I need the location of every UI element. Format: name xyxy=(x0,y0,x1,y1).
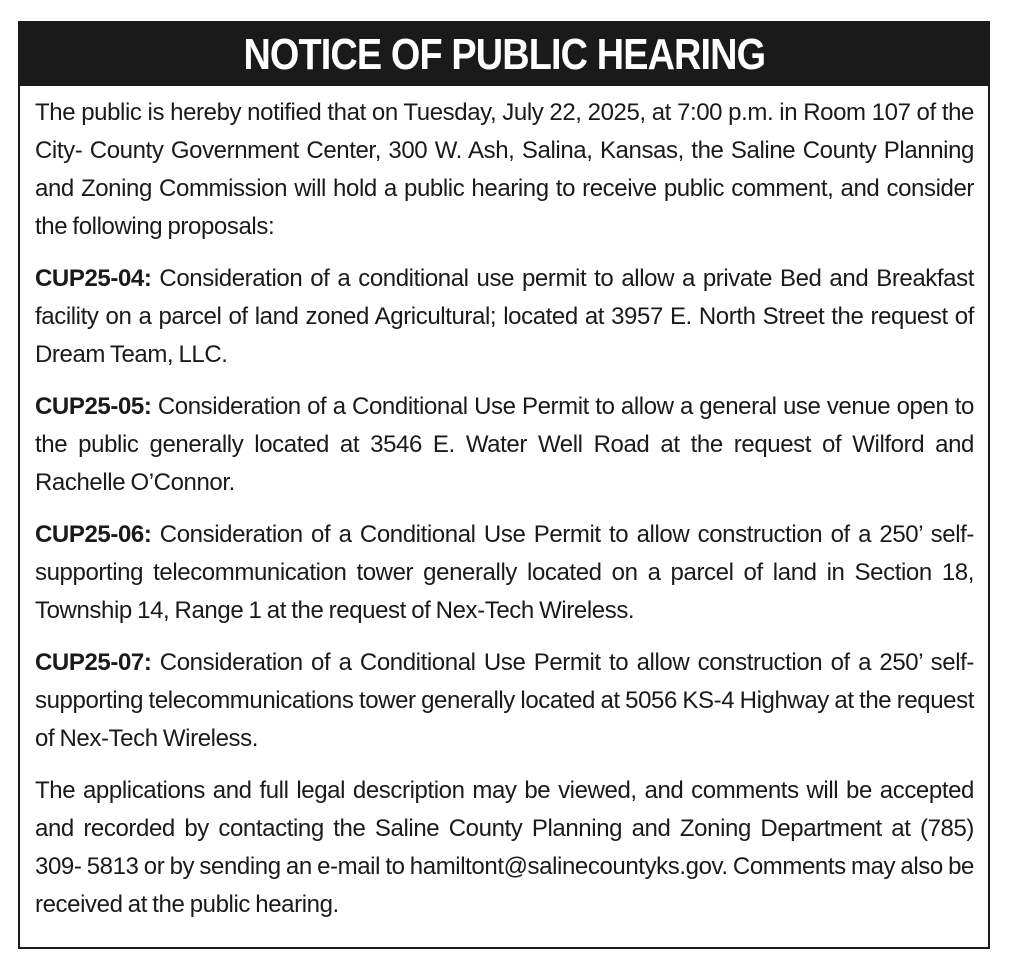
notice-body xyxy=(20,86,988,924)
proposal-paragraph xyxy=(35,644,974,758)
intro-paragraph: The public is hereby notified that on Tuesday, July 22, 2025, at 7:00 p.m. in Room 107 of the City- County Government Center, 300 W. Ash, Salina, Kansas, the Saline County Planning and Zoning Commission will hold a public hearing to receive public comment, and consider the following proposals: xyxy=(35,99,974,240)
proposal-text: Consideration of a Conditional Use Permit to allow construction of a 250’ self- supporting telecommunications tower generally located at 5056 KS-4 Highway at the request of Nex-Tech Wireless. xyxy=(35,649,974,752)
proposal-paragraph xyxy=(35,260,974,374)
public-hearing-notice xyxy=(18,21,990,949)
proposal-paragraph xyxy=(35,516,974,630)
title-bar xyxy=(20,23,988,86)
proposal-code: CUP25-05: xyxy=(35,393,152,420)
proposal-code: CUP25-06: xyxy=(35,521,152,548)
notice-title: NOTICE OF PUBLIC HEARING xyxy=(243,29,765,79)
closing-paragraph: The applications and full legal description may be viewed, and comments will be accepted and recorded by contacting the Saline County Planning and Zoning Department at (785) 309- 5813 or by sending an e-mail to hamiltont@salinecountyks.gov. Comments may also be received at the public hearing. xyxy=(35,777,974,918)
proposal-code: CUP25-07: xyxy=(35,649,152,676)
proposal-text: Consideration of a conditional use permit to allow a private Bed and Breakfast facility on a parcel of land zoned Agricultural; located at 3957 E. North Street the request of Dream Team, LLC. xyxy=(35,265,974,368)
proposal-paragraph xyxy=(35,388,974,502)
proposal-code: CUP25-04: xyxy=(35,265,152,292)
proposal-text: Consideration of a Conditional Use Permit to allow construction of a 250’ self- supporting telecommunication tower generally located on a parcel of land in Section 18, Township 14, Range 1 at the request of Nex-Tech Wireless. xyxy=(35,521,974,624)
proposal-text: Consideration of a Conditional Use Permit to allow a general use venue open to the public generally located at 3546 E. Water Well Road at the request of Wilford and Rachelle O’Connor. xyxy=(35,393,974,496)
